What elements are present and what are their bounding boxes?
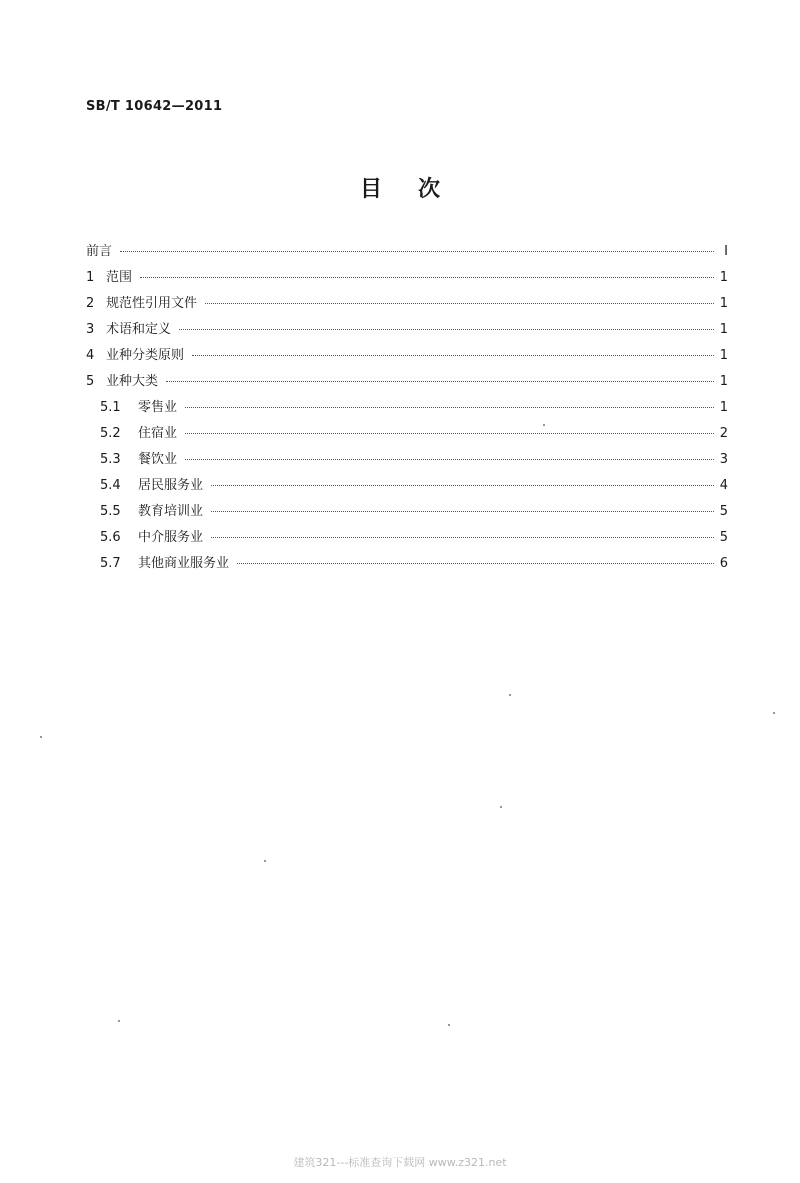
scan-speck (40, 736, 42, 738)
toc-entry[interactable] (86, 396, 728, 422)
toc-dot-leader (185, 407, 714, 408)
toc-entry-label: 业种分类原则 (106, 348, 185, 363)
toc-entry-number: 5 (86, 374, 95, 389)
scan-speck (509, 694, 511, 696)
toc-entry[interactable] (86, 500, 728, 526)
toc-entry-label: 业种大类 (106, 374, 159, 389)
scan-speck (500, 806, 502, 808)
toc-entry-number: 5.6 (100, 530, 121, 545)
toc-entry[interactable] (86, 422, 728, 448)
toc-dot-leader (185, 459, 714, 460)
toc-entry[interactable] (86, 526, 728, 552)
toc-entry-number: 5.1 (100, 400, 121, 415)
toc-dot-leader (140, 277, 714, 278)
scan-speck (773, 712, 775, 714)
toc-entry-label: 教育培训业 (138, 504, 204, 519)
toc-entry-label: 术语和定义 (106, 322, 172, 337)
toc-entry[interactable] (86, 474, 728, 500)
toc-entry-number: 2 (86, 296, 95, 311)
toc-entry[interactable] (86, 318, 728, 344)
document-code: SB/T 10642—2011 (86, 99, 223, 114)
toc-dot-leader (120, 251, 714, 252)
toc-entry-number: 5.4 (100, 478, 121, 493)
toc-entry[interactable] (86, 448, 728, 474)
toc-entry-label: 范围 (106, 270, 133, 285)
toc-dot-leader (179, 329, 714, 330)
toc-entry[interactable] (86, 292, 728, 318)
toc-entry-page: 1 (719, 270, 728, 285)
toc-entry-number: 4 (86, 348, 95, 363)
scan-speck (543, 424, 545, 426)
toc-entry[interactable] (86, 240, 728, 266)
footer-watermark: 建筑321---标准查询下载网 www.z321.net (293, 1156, 507, 1169)
toc-entry-page: 5 (719, 530, 728, 545)
toc-entry[interactable] (86, 344, 728, 370)
toc-entry[interactable] (86, 266, 728, 292)
toc-entry-number: 5.5 (100, 504, 121, 519)
toc-entry-label: 规范性引用文件 (106, 296, 198, 311)
toc-entry-page: 4 (719, 478, 728, 493)
toc-entry-page: 3 (719, 452, 728, 467)
toc-entry-label: 中介服务业 (138, 530, 204, 545)
scan-speck (118, 1020, 120, 1022)
toc-entry-number: 5.7 (100, 556, 121, 571)
scan-speck (264, 860, 266, 862)
toc-dot-leader (166, 381, 714, 382)
toc-entry[interactable] (86, 370, 728, 396)
toc-entry-page: 1 (719, 348, 728, 363)
toc-entry-page: 2 (719, 426, 728, 441)
toc-dot-leader (211, 537, 714, 538)
toc-entry-page: 1 (719, 296, 728, 311)
toc-entry-label: 居民服务业 (138, 478, 204, 493)
toc-dot-leader (211, 511, 714, 512)
toc-entry-label: 其他商业服务业 (138, 556, 230, 571)
toc-entry-label: 零售业 (138, 400, 178, 415)
toc-entry[interactable] (86, 552, 728, 578)
scan-speck (448, 1024, 450, 1026)
toc-entry-number: 3 (86, 322, 95, 337)
toc-entry-label: 住宿业 (138, 426, 178, 441)
toc-entry-number: 5.3 (100, 452, 121, 467)
toc-entry-page: 1 (719, 374, 728, 389)
toc-entry-label: 前言 (86, 244, 113, 259)
toc-dot-leader (237, 563, 714, 564)
toc-entry-number: 5.2 (100, 426, 121, 441)
toc-dot-leader (211, 485, 714, 486)
toc-dot-leader (205, 303, 714, 304)
table-of-contents (86, 240, 728, 578)
toc-entry-page: 6 (719, 556, 728, 571)
toc-entry-label: 餐饮业 (138, 452, 178, 467)
toc-entry-page: Ⅰ (724, 244, 728, 259)
toc-dot-leader (185, 433, 714, 434)
toc-entry-number: 1 (86, 270, 95, 285)
toc-entry-page: 1 (719, 322, 728, 337)
toc-entry-page: 1 (719, 400, 728, 415)
toc-title: 目次 (359, 177, 476, 202)
toc-dot-leader (192, 355, 714, 356)
toc-entry-page: 5 (719, 504, 728, 519)
